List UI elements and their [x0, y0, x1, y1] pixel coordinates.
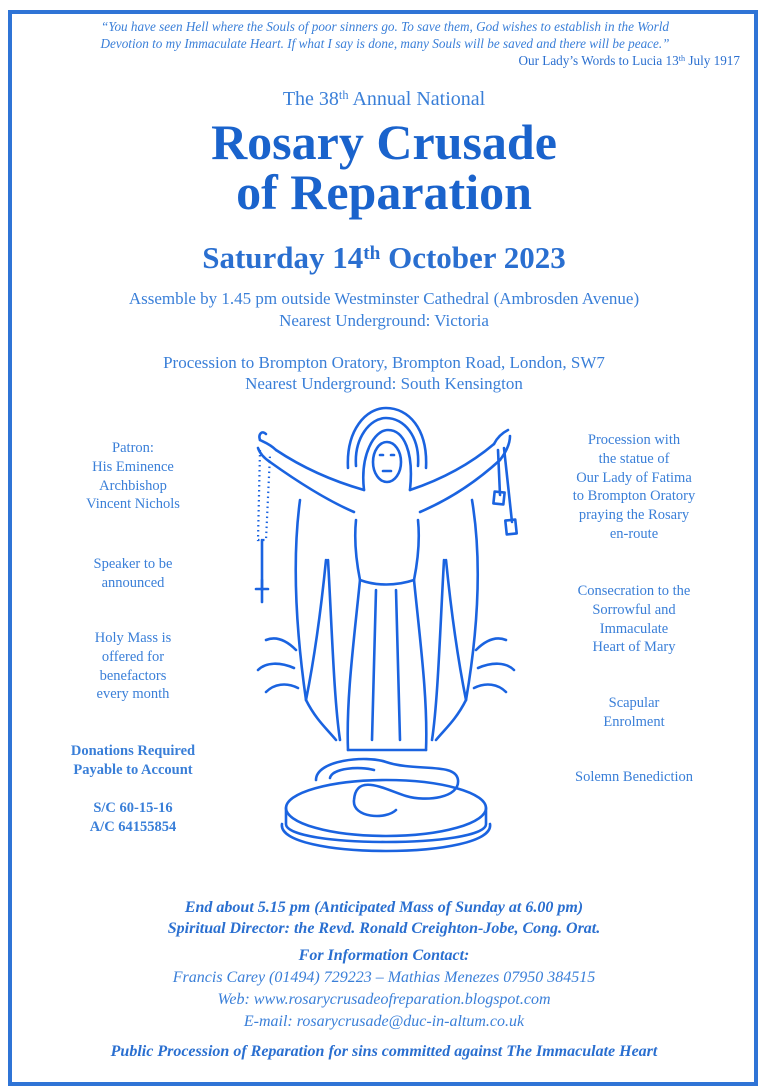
assemble-underground: Nearest Underground: Victoria [279, 311, 489, 330]
benediction-block: Solemn Benediction [575, 769, 693, 785]
assemble-info: Assemble by 1.45 pm outside Westminster Cathedral (Ambrosden Avenue) [128, 289, 640, 308]
mass-block: Holy Mass is offered for benefactors every month [94, 630, 172, 703]
website-link[interactable]: Web: www.rosarycrusadeofreparation.blogspot.com [217, 991, 551, 1008]
fatima-quote [40, 18, 730, 52]
page-title-line-2: of Reparation [236, 164, 532, 220]
event-date: Saturday 14th October 2023 [202, 240, 566, 275]
quote-line-2: Devotion to my Immaculate Heart. If what I say is done, many Souls will be saved and there will be peace.” [100, 36, 670, 51]
email-link[interactable]: E-mail: rosarycrusade@duc-in-altum.co.uk [243, 1013, 525, 1030]
contact-names-phones: Francis Carey (01494) 729223 – Mathias Menezes 07950 384515 [172, 969, 596, 986]
contact-heading: For Information Contact: [298, 947, 470, 964]
account-details: S/C 60-15-16 A/C 64155854 [89, 800, 177, 835]
procession-statue-block: Procession with the statue of Our Lady of Fatima to Brompton Oratory praying the Rosary en-route [572, 432, 696, 542]
annual-subtitle: The 38th Annual National [282, 88, 486, 110]
procession-info: Procession to Brompton Oratory, Brompton Road, London, SW7 [163, 353, 605, 372]
consecration-block: Consecration to the Sorrowful and Immaculate Heart of Mary [577, 583, 691, 656]
tagline: Public Procession of Reparation for sins committed against The Immaculate Heart [110, 1043, 658, 1060]
quote-attribution: Our Lady’s Words to Lucia 13th July 1917 [518, 53, 740, 68]
speaker-block: Speaker to be announced [93, 556, 173, 591]
our-lady-of-fatima-statue-icon [236, 400, 536, 870]
procession-underground: Nearest Underground: South Kensington [245, 374, 523, 393]
scapular-block: Scapular Enrolment [603, 695, 665, 730]
page-title-line-1: Rosary Crusade [211, 114, 557, 170]
donations-block: Donations Required Payable to Account [70, 743, 196, 778]
end-time-info: End about 5.15 pm (Anticipated Mass of Sunday at 6.00 pm) [184, 899, 584, 916]
spiritual-director: Spiritual Director: the Revd. Ronald Creighton-Jobe, Cong. Orat. [167, 920, 601, 937]
patron-block: Patron: His Eminence Archbishop Vincent Nichols [86, 440, 180, 513]
quote-line-1: “You have seen Hell where the Souls of poor sinners go. To save them, God wishes to establish in the World [100, 19, 670, 34]
